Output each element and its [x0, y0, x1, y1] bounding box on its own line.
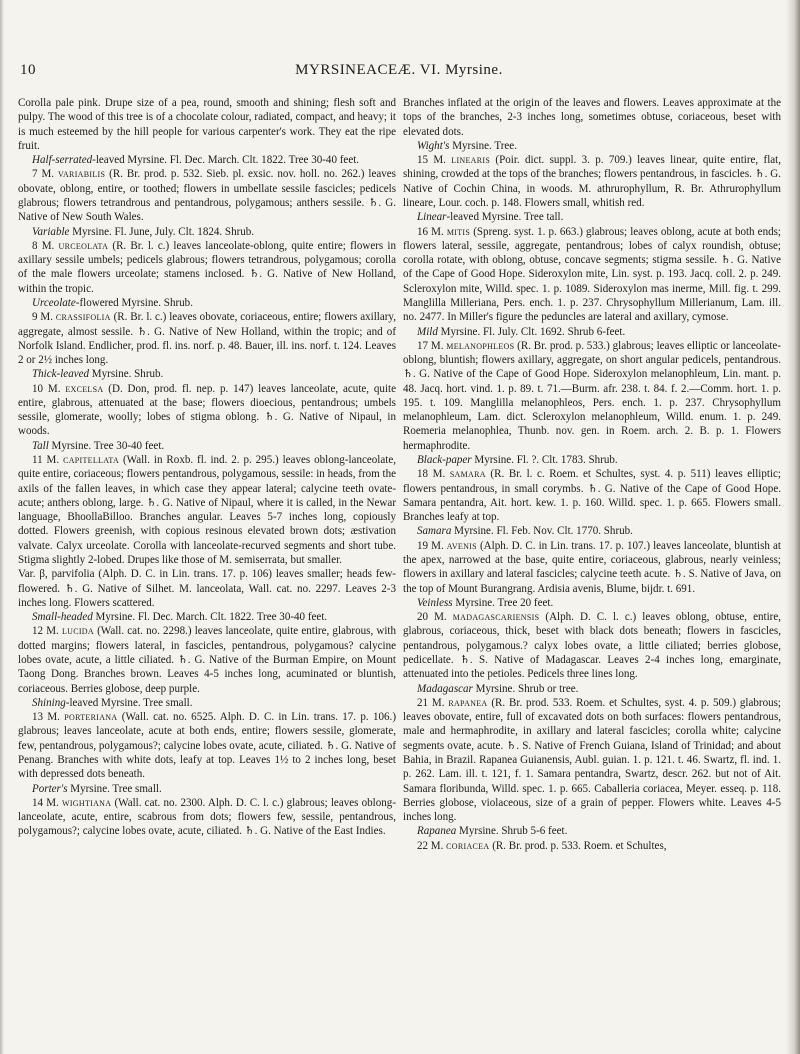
- page-gutter-shadow: [0, 0, 4, 1054]
- common-name: Samara: [417, 525, 452, 538]
- species-entry: [18, 624, 396, 695]
- species-description: (Spreng. syst. 1. p. 663.) glabrous; leaves oblong, acute at both ends; flowers lateral, sessile, aggregate, pentandrous; lobes of calyx roundish, obtuse; corolla rotate, with oblong, obtuse, concave segments; stigma sessile. ♄. G. Native of the Cape of Good Hope. Sideroxylon mite, Lin. syst. p. 193. Jacq. coll. 2. p. 249. Scleroxylon mite, Willd. spec. 1. p. 1089. Sideroxylon mas inerme, Mill. fig. t. 299. Manglilla Milleriana, Pers. ench. 1. p. 237. Chrysophyllum Millerianum, Lam. ill. no. 2477. In Miller's figure the peduncles are lateral and axillary, cymose.: [403, 225, 782, 324]
- flowering-details: Myrsine. Shrub.: [89, 368, 164, 381]
- species-epithet: capitellata: [63, 454, 120, 467]
- species-description: (R. Br. prod. p. 532. Sieb. pl. exsic. nov. holl. no. 262.) leaves obovate, oblong, entire, or toothed; flowers in umbellate sessile fascicles; pedicels glabrous; flowers tetrandrous and pentandrous, polygamous; anthers sessile. ♄. G. Native of New South Wales.: [18, 168, 396, 224]
- species-number: 21 M.: [417, 696, 449, 709]
- species-description: (Alph. D. C. in Lin. trans. 17. p. 107.) leaves lanceolate, bluntish at the apex, narrowed at the base, quite entire, coriaceous, glabrous, nearly veinless; flowers in axillary and lateral fascicles; calycine teeth acute. ♄. S. Native of Java, on the top of Mount Burangrang. Ardisia avenis, Blume, bijdr. t. 691.: [403, 539, 781, 595]
- species-epithet: avenis: [446, 539, 477, 552]
- common-name-line: [18, 367, 396, 381]
- species-description: (R. Br. l. c.) leaves lanceolate-oblong, quite entire; flowers in axillary sessile umbels; pedicels glabrous; flowers tetrandrous, polygamous; corolla of the male flowers urceolate; stamens inclosed. ♄. G. Native of New Holland, within the tropic.: [18, 239, 397, 295]
- species-entry: [18, 310, 396, 367]
- common-name-line: [403, 524, 781, 538]
- species-epithet: samara: [449, 468, 486, 481]
- common-name: Linear: [417, 211, 447, 224]
- species-entry: [403, 467, 781, 524]
- flowering-details: Myrsine. Tree 30-40 feet.: [48, 439, 165, 452]
- species-number: 22 M.: [417, 839, 447, 852]
- running-header: [18, 62, 780, 84]
- species-epithet: linearis: [451, 154, 491, 167]
- species-description: (D. Don, prod. fl. nep. p. 147) leaves lanceolate, acute, quite entire, glabrous, attenuated at the base; flowers dioecious, pentandrous; umbels sessile, glomerate, woolly; lobes of stigma oblong. ♄. G. Native of Nipaul, in woods.: [18, 382, 396, 438]
- species-entry: [18, 167, 396, 224]
- right-column: [403, 96, 781, 853]
- species-description: (R. Br. prod. p. 533.) glabrous; leaves elliptic or lanceolate-oblong, bluntish; flowers axillary, aggregate, on short angular pedicels, pentandrous. ♄. G. Native of the Cape of Good Hope. Sideroxylon melanophleum, Lin. mant. p. 48. Jacq. hort. vind. 1. p. 89. t. 71.—Burm. afr. 238. t. 84. f. 2.—Comm. hort. 1. p. 195. t. 109. Manglilla melanophleos, Pers. ench. 1. p. 237. Chrysophyllum melanophleum, Lam. dict. Scleroxylon melanophleum, Willd. enum. 1. p. 249. Roemeria melanophlea, Thunb. nov. gen. in Roem. arch. 2. B. p. 1. Flowers hermaphrodite.: [403, 339, 781, 452]
- species-number: 20 M.: [417, 611, 453, 624]
- common-name: Urceolate: [32, 296, 76, 309]
- species-epithet: lucida: [61, 625, 94, 638]
- species-number: 11 M.: [32, 454, 64, 467]
- flowering-details: Myrsine. Fl. Feb. Nov. Clt. 1770. Shrub.: [451, 525, 633, 538]
- species-epithet: urceolata: [58, 239, 109, 252]
- species-description: (Wall. cat. no. 6525. Alph. D. C. in Lin. trans. 17. p. 106.) glabrous; leaves lanceolate, acute at both ends, entire; flowers sessile, glomerate, few, pentandrous, polygamous?; calycine lobes ovate, acute, ciliated. ♄. G. Native of Penang. Branches with white dots, leafy at top. Leaves 1½ to 2 inches long, beset with depressed dots beneath.: [18, 711, 396, 781]
- species-description: (Wall. in Roxb. fl. ind. 2. p. 295.) leaves oblong-lanceolate, quite entire, coriaceous; flowers pentandrous, polygamous, sessile: in heads, from the axils of the fallen leaves, in which case they appear lateral; calycine teeth ovate-acute; anthers oblong, large. ♄. G. Native of Nipaul, where it is called, in the Newar language, BhoollaBilloo. Branches angular. Leaves 5-7 inches long, copiously dotted. Flowers greenish, with copious resinous elevated brown dots; æstivation valvate. Calyx urceolate. Corolla with lanceolate-recurved segments and short tube. Stigma slightly 2-lobed. Drupes like those of M. semiserrata, but smaller.: [18, 454, 396, 566]
- paragraph-continued: [18, 567, 396, 610]
- common-name: Variable: [32, 225, 70, 238]
- common-name-line: [18, 153, 396, 167]
- species-entry: [403, 696, 781, 825]
- species-number: 13 M.: [32, 711, 65, 724]
- species-number: 12 M.: [32, 625, 62, 638]
- flowering-details: -flowered Myrsine. Shrub.: [75, 296, 193, 309]
- paragraph-continued: [403, 96, 781, 139]
- common-name: Tall: [32, 439, 49, 452]
- paragraph-text: Var. β, parvifolia (Alph. D. C. in Lin. trans. 17. p. 106) leaves smaller; heads few-flowered. ♄. G. Native of Silhet. M. lanceolata, Wall. cat. no. 2297. Leaves 2-3 inches long. Flowers scattered.: [18, 568, 396, 609]
- species-epithet: crassifolia: [55, 311, 111, 324]
- flowering-details: Myrsine. Fl. Dec. March. Clt. 1822. Tree 30-40 feet.: [92, 611, 328, 624]
- species-number: 17 M.: [417, 339, 447, 352]
- common-name: Shining: [32, 696, 66, 709]
- species-epithet: coriacea: [446, 839, 490, 852]
- flowering-details: -leaved Myrsine. Tree tall.: [446, 211, 564, 224]
- species-description: (R. Br. prod. p. 533. Roem. et Schultes,: [489, 839, 667, 852]
- species-description: (Poir. dict. suppl. 3. p. 709.) leaves linear, quite entire, flat, shining, crowded at the tops of the branches; flowers pentandrous, in fascicles. ♄. G. Native of Cochin China, in woods. M. athrurophyllum, R. Br. Athrurophyllum lineare, Lour. coch. p. 148. Flowers small, whitish red.: [403, 154, 781, 209]
- common-name-line: [403, 453, 781, 467]
- species-description: (R. Br. l. c. Roem. et Schultes, syst. 4. p. 511) leaves elliptic; flowers pentandrous, in small corymbs. ♄. G. Native of the Cape of Good Hope. Samara pentandra, Ait. hort. kew. 1. p. 160. Willd. spec. 1. p. 665. Flowers small. Branches leafy at top.: [403, 468, 781, 524]
- flowering-details: Myrsine. Shrub 5-6 feet.: [456, 825, 568, 838]
- species-epithet: madagascariensis: [452, 611, 540, 624]
- species-entry: [403, 839, 781, 853]
- common-name-line: [403, 596, 781, 610]
- common-name-line: [18, 296, 396, 310]
- species-number: 7 M.: [32, 168, 58, 181]
- common-name: Porter's: [32, 782, 68, 795]
- common-name: Thick-leaved: [32, 368, 90, 381]
- running-title: MYRSINEACEÆ. VI. Myrsine.: [295, 62, 503, 78]
- common-name-line: [18, 782, 396, 796]
- species-number: 19 M.: [417, 539, 447, 552]
- species-number: 8 M.: [32, 239, 59, 252]
- common-name-line: [403, 325, 781, 339]
- flowering-details: Myrsine. Fl. ?. Clt. 1783. Shrub.: [471, 454, 618, 467]
- flowering-details: -leaved Myrsine. Tree small.: [65, 696, 193, 709]
- species-description: (Wall. cat. no. 2300. Alph. D. C. l. c.) glabrous; leaves oblong-lanceolate, acute, entire, scabrous from dots; flowers few, sessile, pentandrous, polygamous?; calycine lobes ovate, acute, ciliated. ♄. G. Native of the East Indies.: [18, 796, 396, 838]
- common-name: Madagascar: [417, 682, 473, 695]
- common-name: Veinless: [417, 596, 453, 609]
- flowering-details: Myrsine. Tree.: [449, 139, 517, 152]
- flowering-details: Myrsine. Tree 20 feet.: [452, 596, 554, 609]
- species-description: (R. Br. l. c.) leaves obovate, coriaceous, entire; flowers axillary, aggregate, almost sessile. ♄. G. Native of New Holland, within the tropic; and of Norfolk Island. Endlicher, prod. fl. ins. norf. p. 48. Bauer, ill. ins. norf. t. 124. Leaves 2 or 2½ inches long.: [18, 311, 396, 367]
- flowering-details: Myrsine. Fl. June, July. Clt. 1824. Shrub.: [69, 225, 255, 238]
- page-number: 10: [20, 62, 36, 78]
- common-name-line: [403, 139, 781, 153]
- species-epithet: variabilis: [57, 168, 106, 181]
- common-name-line: [403, 824, 781, 838]
- flowering-details: -leaved Myrsine. Fl. Dec. March. Clt. 1822. Tree 30-40 feet.: [92, 154, 360, 167]
- common-name-line: [403, 682, 781, 696]
- flowering-details: Myrsine. Tree small.: [67, 782, 162, 795]
- species-entry: [18, 453, 396, 567]
- species-entry: [403, 339, 781, 453]
- species-entry: [403, 225, 781, 325]
- species-description: (R. Br. prod. 533. Roem. et Schultes, syst. 4. p. 509.) glabrous; leaves obovate, entire, full of excavated dots on both surfaces: flowers pentandrous, male and hermaphrodite, in axillary and lateral fascicles; corolla white; calycine segments ovate, acute. ♄. S. Native of French Guiana, Island of Trinidad; and about Bahia, in Brazil. Rapanea Guianensis, Aubl. guian. 1. p. 121. t. 46. Swartz, fl. ind. 1. p. 262. Lam. ill. t. 121, f. 1. Samara pentandra, Swartz, descr. 262. but not of Ait. Samara floribunda, Willd. spec. 1. p. 665. Caballeria coriacea, Meyer. esseq. p. 118. Berries globose, violaceous, size of a grain of pepper. Flowers white. Leaves 4-5 inches long.: [403, 696, 781, 824]
- species-number: 9 M.: [32, 311, 56, 324]
- species-number: 10 M.: [32, 382, 66, 395]
- species-entry: [403, 539, 781, 596]
- species-entry: [403, 610, 781, 681]
- species-description: (Wall. cat. no. 2298.) leaves lanceolate, quite entire, glabrous, with dotted margins; flowers lateral, in fascicles, pentandrous, polygamous? calycine lobes ovate, acute, a little ciliated. ♄. G. Native of the Burman Empire, on Mount Taong Dong. Branches brown. Leaves 4-5 inches long, acuminated or bluntish, coriaceous. Berries globose, deep purple.: [18, 625, 397, 695]
- species-epithet: excelsa: [65, 382, 104, 395]
- species-entry: [18, 239, 396, 296]
- flowering-details: Myrsine. Shrub or tree.: [472, 682, 579, 695]
- species-number: 18 M.: [417, 468, 450, 481]
- species-entry: [18, 710, 396, 781]
- common-name: Wight's: [417, 139, 450, 152]
- species-epithet: porteriana: [64, 711, 118, 724]
- common-name-line: [403, 210, 781, 224]
- species-epithet: wightiana: [61, 796, 112, 809]
- species-epithet: rapanea: [448, 696, 488, 709]
- species-number: 16 M.: [417, 225, 447, 238]
- common-name: Small-headed: [32, 611, 93, 624]
- common-name: Rapanea: [417, 825, 457, 838]
- species-epithet: melanophleos: [446, 339, 515, 352]
- common-name-line: [18, 610, 396, 624]
- species-entry: [403, 153, 781, 210]
- paragraph-continued: [18, 96, 396, 153]
- species-number: 15 M.: [417, 154, 452, 167]
- common-name: Black-paper: [417, 454, 472, 467]
- page-edge-shadow: [786, 0, 800, 1054]
- common-name: Mild: [417, 325, 438, 338]
- common-name-line: [18, 696, 396, 710]
- species-epithet: mitis: [446, 225, 471, 238]
- paragraph-text: Branches inflated at the origin of the leaves and flowers. Leaves approximate at the tops of the branches, 2-3 inches long, sometimes obtuse, coriaceous, beset with elevated dots.: [403, 97, 781, 138]
- paragraph-text: Corolla pale pink. Drupe size of a pea, round, smooth and shining; flesh soft and pulpy. The wood of this tree is of a chocolate colour, radiated, compact, and heavy; it is much esteemed by the hill people for various carpenter's work. They eat the ripe fruit.: [18, 97, 396, 152]
- left-column: [18, 96, 396, 839]
- common-name-line: [18, 439, 396, 453]
- species-entry: [18, 382, 396, 439]
- flowering-details: Myrsine. Fl. July. Clt. 1692. Shrub 6-feet.: [437, 325, 626, 338]
- common-name-line: [18, 225, 396, 239]
- species-entry: [18, 796, 396, 839]
- species-description: (Alph. D. C. l. c.) leaves oblong, obtuse, entire, glabrous, coriaceous, thick, beset with black dots beneath; flowers in fascicles, pentandrous, polygamous.? calyx lobes ovate, a little ciliated; berries globose, pedicellate. ♄. S. Native of Madagascar. Leaves 2-4 inches long, emarginate, attenuated into the petioles. Pedicels three lines long.: [403, 611, 781, 681]
- common-name: Half-serrated: [32, 154, 93, 167]
- species-number: 14 M.: [32, 796, 62, 809]
